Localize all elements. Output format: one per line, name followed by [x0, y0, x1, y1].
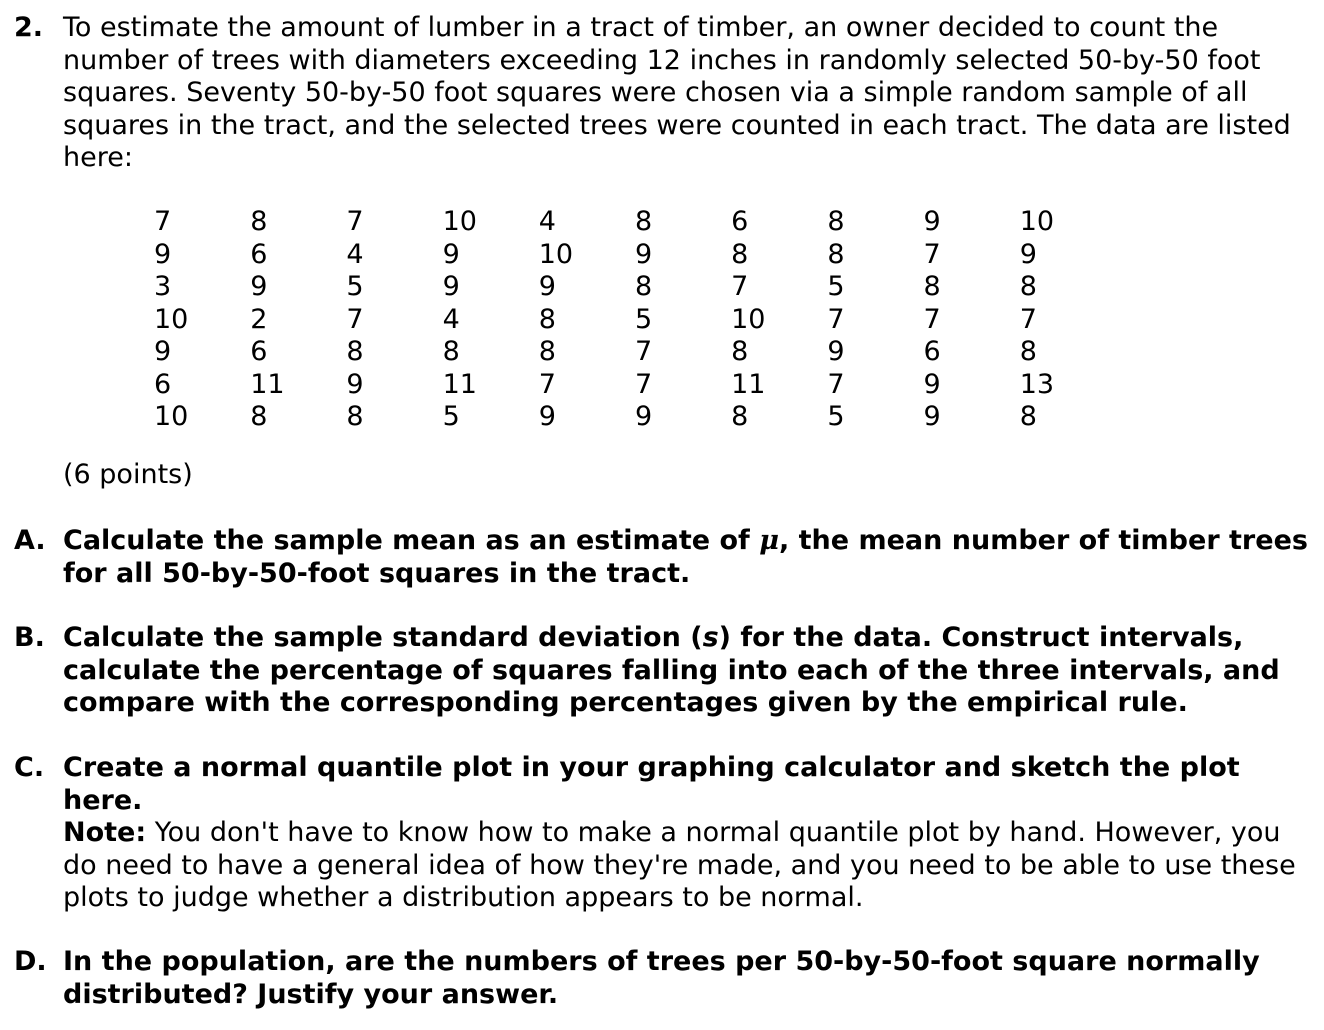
- data-cell: 11: [731, 368, 766, 400]
- data-cell: 7: [154, 206, 172, 237]
- data-cell: 6: [250, 336, 268, 367]
- data-cell: 7: [827, 368, 845, 400]
- data-cell: 8: [731, 336, 749, 367]
- data-cell: 5: [346, 271, 364, 302]
- data-cell: 10: [538, 238, 574, 270]
- question-b-text: [63, 622, 1314, 720]
- data-cell: 10: [731, 303, 766, 335]
- problem-statement: [14, 12, 1314, 175]
- data-cell: 9: [827, 336, 845, 367]
- data-cell: 10: [154, 303, 189, 335]
- problem-number: 2.: [14, 12, 44, 43]
- question-b-text-after: ) for the data. Construct intervals, calculate the percentage of squares falling into each of the three intervals, and compare with the corresponding percentages given by the empirical rule.: [63, 622, 1280, 718]
- note-text: You don't have to know how to make a normal quantile plot by hand. However, you do need to have a general idea of how they're made, and you need to be able to use these plots to judge whether a distribution appears to be normal.: [63, 817, 1296, 913]
- problem-intro: To estimate the amount of lumber in a tract of timber, an owner decided to count the number of trees with diameters exceeding 12 inches in randomly selected 50-by-50 foot squares. Seventy 50-by-50 foot squares were chosen via a simple random sample of all squares in the tract, and the selected trees were counted in each tract. The data are listed here:: [63, 12, 1291, 173]
- data-cell: 8: [731, 238, 749, 270]
- data-cell: 5: [442, 401, 460, 432]
- data-cell: 6: [731, 206, 749, 237]
- data-cell: 8: [1019, 271, 1037, 302]
- data-cell: 8: [827, 238, 845, 270]
- data-cell: 3: [154, 271, 172, 302]
- data-row: [154, 401, 1116, 434]
- data-cell: 8: [1019, 401, 1037, 432]
- data-cell: 7: [731, 271, 749, 302]
- question-b: [14, 622, 1314, 720]
- data-cell: 9: [442, 271, 460, 302]
- data-cell: 8: [442, 336, 460, 367]
- question-a-text-before: Calculate the sample mean as an estimate of: [63, 525, 760, 556]
- question-c-marker: C.: [14, 752, 45, 783]
- data-cell: 8: [634, 206, 653, 237]
- data-row: [154, 369, 1116, 402]
- data-cell: 9: [442, 238, 460, 270]
- note-label: Note:: [63, 817, 147, 848]
- data-cell: 10: [1019, 206, 1055, 237]
- data-cell: 7: [538, 368, 556, 400]
- data-cell: 8: [827, 206, 845, 237]
- data-cell: 9: [154, 336, 172, 367]
- data-cell: 11: [250, 368, 285, 400]
- data-cell: 8: [1019, 336, 1037, 367]
- question-c-text: Create a normal quantile plot in your graphing calculator and sketch the plot here.: [63, 752, 1240, 816]
- data-cell: 8: [250, 401, 268, 432]
- data-cell: 6: [154, 368, 172, 400]
- data-cell: 7: [346, 206, 364, 237]
- data-cell: 9: [538, 271, 556, 302]
- data-cell: 8: [634, 271, 653, 302]
- data-cell: 7: [827, 303, 845, 335]
- data-cell: 9: [634, 401, 653, 432]
- data-cell: 9: [1019, 238, 1037, 270]
- data-cell: 4: [538, 206, 556, 237]
- question-b-text-before: Calculate the sample standard deviation (: [63, 622, 703, 653]
- data-table-body: [154, 206, 1116, 434]
- question-a-text-after: , the mean number of timber trees for all 50-by-50-foot squares in the tract.: [63, 525, 1308, 589]
- question-c: [14, 752, 1314, 817]
- question-d-text: In the population, are the numbers of trees per 50-by-50-foot square normally distributed? Justify your answer.: [63, 946, 1260, 1010]
- data-cell: 9: [923, 401, 941, 432]
- data-row: [154, 304, 1116, 337]
- data-cell: 10: [154, 401, 189, 432]
- data-cell: 8: [538, 303, 556, 335]
- question-d-marker: D.: [14, 946, 47, 977]
- data-row: [154, 336, 1116, 369]
- data-cell: 9: [250, 271, 268, 302]
- data-cell: 7: [346, 303, 364, 335]
- data-cell: 8: [538, 336, 556, 367]
- data-cell: 9: [154, 238, 172, 270]
- data-row: [154, 239, 1116, 272]
- data-cell: 2: [250, 303, 268, 335]
- note-paragraph: [63, 817, 1313, 915]
- question-a: [14, 525, 1314, 590]
- data-cell: 8: [731, 401, 749, 432]
- question-a-text: [63, 525, 1314, 590]
- data-cell: 6: [250, 238, 268, 270]
- data-cell: 9: [634, 238, 653, 270]
- question-a-marker: A.: [14, 525, 46, 556]
- data-cell: 9: [923, 206, 941, 237]
- data-cell: 13: [1019, 368, 1055, 400]
- question-d: [14, 946, 1314, 1011]
- question-b-marker: B.: [14, 622, 45, 653]
- data-cell: 5: [634, 303, 653, 335]
- data-cell: 7: [923, 303, 941, 335]
- data-cell: 10: [442, 206, 477, 237]
- data-cell: 6: [923, 336, 941, 367]
- data-cell: 8: [346, 336, 364, 367]
- data-cell: 8: [250, 206, 268, 237]
- mu-symbol: μ: [759, 525, 779, 556]
- data-cell: 7: [634, 336, 653, 367]
- data-cell: 8: [346, 401, 364, 432]
- data-cell: 4: [346, 238, 364, 270]
- data-cell: 11: [442, 368, 477, 400]
- data-row: [154, 206, 1116, 239]
- points-label: (6 points): [63, 459, 193, 490]
- data-cell: 9: [538, 401, 556, 432]
- data-cell: 7: [1019, 303, 1037, 335]
- data-cell: 4: [442, 303, 460, 335]
- data-cell: 7: [923, 238, 941, 270]
- data-cell: 5: [827, 271, 845, 302]
- data-cell: 7: [634, 368, 653, 400]
- data-cell: 5: [827, 401, 845, 432]
- data-table: [154, 206, 1116, 434]
- data-row: [154, 271, 1116, 304]
- data-cell: 9: [346, 368, 364, 400]
- s-symbol: s: [702, 622, 719, 653]
- data-cell: 9: [923, 368, 941, 400]
- data-cell: 8: [923, 271, 941, 302]
